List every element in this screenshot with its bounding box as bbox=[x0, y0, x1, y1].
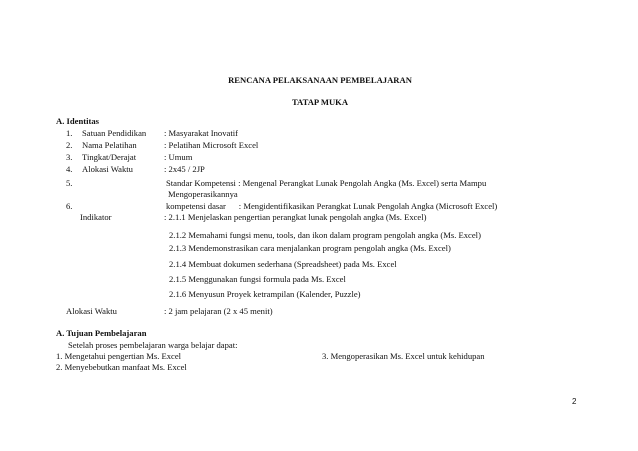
row-value: : Pelatihan Microsoft Excel bbox=[164, 140, 259, 150]
alokasi-label: Alokasi Waktu bbox=[66, 306, 117, 316]
indikator-item: 2.1.6 Menyusun Proyek ketrampilan (Kalender, Puzzle) bbox=[169, 289, 361, 299]
tujuan-item: 1. Mengetahui pengertian Ms. Excel bbox=[56, 351, 182, 361]
tujuan-item: 2. Menyebebutkan manfaat Ms. Excel bbox=[56, 362, 187, 372]
document-subtitle: TATAP MUKA bbox=[291, 97, 349, 107]
indikator-item: 2.1.3 Mendemonstrasikan cara menjalankan program pengolah angka (Ms. Excel) bbox=[169, 243, 451, 253]
row-label: Alokasi Waktu bbox=[82, 164, 133, 174]
standar-kompetensi-text: Standar Kompetensi : Mengenal Perangkat Lunak Pengolah Angka (Ms. Excel) serta Mampu bbox=[166, 178, 487, 188]
row-value: : Masyarakat Inovatif bbox=[164, 128, 238, 138]
tujuan-item: 3. Mengoperasikan Ms. Excel untuk kehidupan bbox=[322, 351, 485, 361]
row-number: 1. bbox=[66, 128, 73, 138]
section-tujuan-heading: A. Tujuan Pembelajaran bbox=[56, 328, 147, 338]
page-number: 2 bbox=[572, 397, 577, 406]
row-label: Satuan Pendidikan bbox=[82, 128, 147, 138]
row-value: : Umum bbox=[164, 152, 193, 162]
row-number: 3. bbox=[66, 152, 73, 162]
row-value: : 2x45 / 2JP bbox=[164, 164, 205, 174]
row-label: Tingkat/Derajat bbox=[82, 152, 137, 162]
indikator-item: 2.1.4 Membuat dokumen sederhana (Spreadsheet) pada Ms. Excel bbox=[169, 259, 397, 269]
section-identitas-heading: A. Identitas bbox=[56, 116, 99, 126]
row-number: 5. bbox=[66, 178, 73, 188]
document-title: RENCANA PELAKSANAAN PEMBELAJARAN bbox=[228, 75, 412, 85]
indikator-label: Indikator bbox=[80, 212, 112, 222]
row-label: Nama Pelatihan bbox=[82, 140, 137, 150]
indikator-item: 2.1.2 Memahami fungsi menu, tools, dan ikon dalam program pengolah angka (Ms. Excel) bbox=[169, 230, 481, 240]
standar-kompetensi-text-continued: Mengoperasikannya bbox=[168, 189, 238, 199]
alokasi-value: : 2 jam pelajaran (2 x 45 menit) bbox=[164, 306, 273, 316]
indikator-item: 2.1.5 Menggunakan fungsi formula pada Ms. Excel bbox=[169, 274, 346, 284]
tujuan-intro: Setelah proses pembelajaran warga belajar dapat: bbox=[68, 340, 238, 350]
row-number: 6. bbox=[66, 201, 73, 211]
row-number: 4. bbox=[66, 164, 73, 174]
kompetensi-dasar-text: kompetensi dasar : Mengidentifikasikan Perangkat Lunak Pengolah Angka (Microsoft Excel) bbox=[166, 201, 498, 211]
row-number: 2. bbox=[66, 140, 73, 150]
indikator-item: : 2.1.1 Menjelaskan pengertian perangkat lunak pengolah angka (Ms. Excel) bbox=[164, 212, 427, 222]
